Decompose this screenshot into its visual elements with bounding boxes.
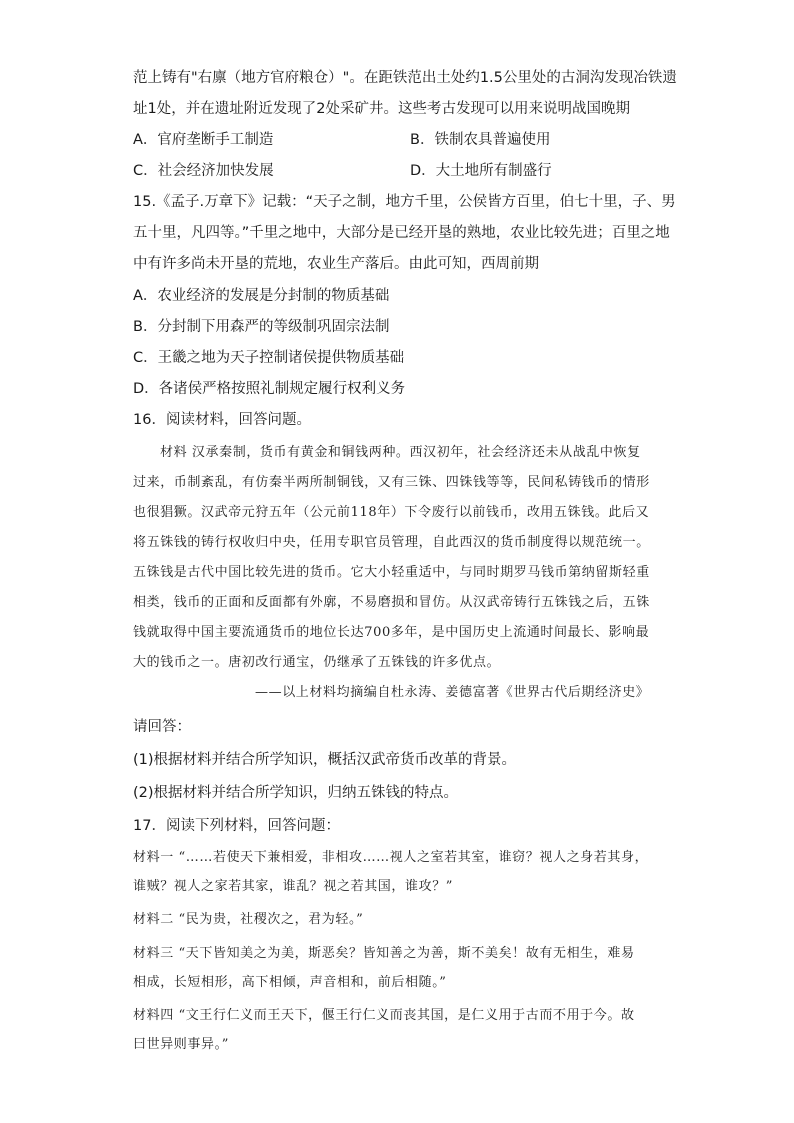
q16-material-line-1: 材料 汉承秦制，货币有黄金和铜钱两种。西汉初年，社会经济还未从战乱中恢复 <box>160 445 641 460</box>
q16-ask: 请回答： <box>133 719 191 735</box>
q17-material-1-line-2: 谁贼？视人之家若其家，谁乱？视之若其国，谁攻？” <box>133 879 454 894</box>
q17-material-3-line-1: 材料三 “天下皆知美之为美，斯恶矣？皆知善之为善，斯不美矣！故有无相生，难易 <box>133 946 635 961</box>
q14-stem-line-2: 址1处，并在遗址附近发现了2处采矿井。这些考古发现可以用来说明战国晚期 <box>133 101 630 117</box>
q14-option-d[interactable]: D．大土地所有制盛行 <box>410 163 552 179</box>
q14-option-c[interactable]: C．社会经济加快发展 <box>133 163 274 179</box>
q16-material-line-4: 将五铢钱的铸行权收归中央，任用专职官员管理，自此西汉的货币制度得以规范统一。 <box>133 535 650 550</box>
q16-material-line-3: 也很猖獗。汉武帝元狩五年（公元前118年）下令废行以前钱币，改用五铢钱。此后又 <box>133 505 650 520</box>
q17-material-4-line-2: 曰世异则事异。” <box>133 1037 229 1052</box>
q16-material-line-8: 大的钱币之一。唐初改行通宝，仍继承了五铢钱的许多优点。 <box>133 655 501 670</box>
q15-option-a[interactable]: A．农业经济的发展是分封制的物质基础 <box>133 288 390 304</box>
q17-material-4-line-1: 材料四 “文王行仁义而王天下，偃王行仁义而丧其国，是仁义用于古而不用于今。故 <box>133 1008 635 1023</box>
q15-stem-line-2: 五十里，凡四等。”千里之地中，大部分是已经开垦的熟地，农业比较先进；百里之地 <box>133 225 670 241</box>
q16-material-line-7: 钱就取得中国主要流通货币的地位长达700多年，是中国历史上流通时间最长、影响最 <box>133 625 650 640</box>
q14-stem-line-1: 范上铸有"右廪（地方官府粮仓）"。在距铁范出土处约1.5公里处的古洞沟发现冶铁遗 <box>133 70 677 86</box>
q16-material-source: ——以上材料均摘编自杜永涛、姜德富著《世界古代后期经济史》 <box>255 685 650 700</box>
q15-option-d[interactable]: D．各诸侯严格按照礼制规定履行权利义务 <box>133 381 406 397</box>
q15-option-b[interactable]: B．分封制下用森严的等级制巩固宗法制 <box>133 319 390 335</box>
q15-option-c[interactable]: C．王畿之地为天子控制诸侯提供物质基础 <box>133 350 405 366</box>
q17-material-2: 材料二 “民为贵，社稷次之，君为轻。” <box>133 912 364 927</box>
q14-option-a[interactable]: A．官府垄断手工制造 <box>133 132 274 148</box>
q15-stem-line-1: 15.《孟子.万章下》记载：“天子之制，地方千里，公侯皆方百里，伯七十里，子、男 <box>133 194 676 210</box>
q16-title: 16．阅读材料，回答问题。 <box>133 412 311 428</box>
q14-option-b[interactable]: B．铁制农具普遍使用 <box>410 132 551 148</box>
q16-subquestion-1: (1)根据材料并结合所学知识，概括汉武帝货币改革的背景。 <box>133 752 517 768</box>
q17-material-3-line-2: 相成，长短相形，高下相倾，声音相和，前后相随。” <box>133 975 447 990</box>
q15-stem-line-3: 中有许多尚未开垦的荒地，农业生产落后。由此可知，西周前期 <box>133 256 539 272</box>
q17-title: 17．阅读下列材料，回答问题： <box>133 818 340 834</box>
q16-material-line-5: 五铢钱是古代中国比较先进的货币。它大小轻重适中，与同时期罗马钱币第纳留斯轻重 <box>133 565 650 580</box>
q16-subquestion-2: (2)根据材料并结合所学知识，归纳五铢钱的特点。 <box>133 785 459 801</box>
q16-material-line-2: 过来，币制紊乱，有仿秦半两所制铜钱，又有三铢、四铢钱等等，民间私铸钱币的情形 <box>133 475 650 490</box>
q16-material-line-6: 相类，钱币的正面和反面都有外廓，不易磨损和冒仿。从汉武帝铸行五铢钱之后，五铢 <box>133 595 650 610</box>
q17-material-1-line-1: 材料一 “……若使天下兼相爱，非相攻……视人之室若其室，谁窃？视人之身若其身， <box>133 850 649 865</box>
